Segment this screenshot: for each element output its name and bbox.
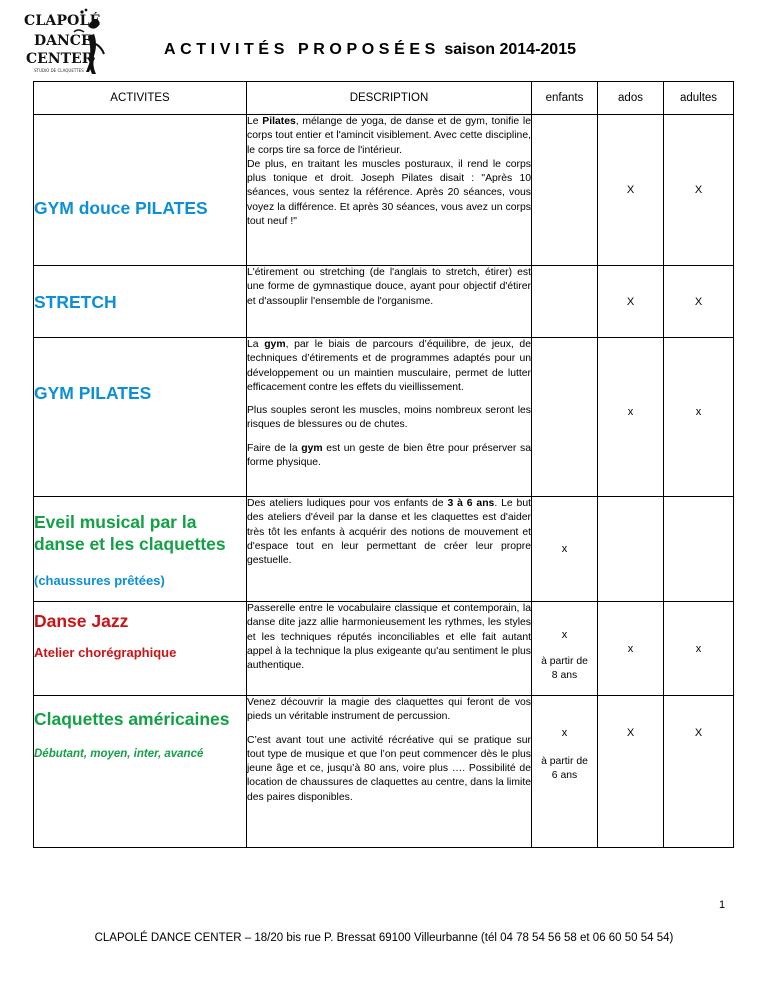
teens-mark: X bbox=[598, 115, 664, 266]
kids-mark bbox=[532, 115, 598, 266]
table-row bbox=[34, 115, 734, 266]
adults-mark: X bbox=[664, 115, 734, 266]
activity-name: Danse Jazz bbox=[34, 611, 129, 631]
table-row bbox=[34, 338, 734, 497]
activity-name-cell bbox=[34, 696, 247, 848]
adults-mark: X bbox=[664, 696, 734, 848]
teens-mark: X bbox=[598, 266, 664, 338]
teens-mark: x bbox=[598, 602, 664, 696]
table-row bbox=[34, 602, 734, 696]
activity-description: Venez découvrir la magie des claquettes qui feront de vos pieds un véritable instrument de percussion. C’est avant tout une activité récréative qui se pratique sur tout type de musique et que l’on peut commencer dès le plus jeune âge et ce, jusqu’à 80 ans, voire plus …. Possibilité de location de chaussures de claquettes au centre, dans la limite des paires disponibles. bbox=[247, 696, 532, 848]
activity-name: Eveil musical par la danse et les claquettes bbox=[34, 511, 226, 554]
adults-mark: x bbox=[664, 338, 734, 497]
activity-name-cell bbox=[34, 338, 247, 497]
activity-name-cell bbox=[34, 497, 247, 602]
kids-mark: x bbox=[532, 497, 598, 602]
activity-name-cell bbox=[34, 115, 247, 266]
activity-description: Le Pilates, mélange de yoga, de danse et de gym, tonifie le corps tout entier et l'amincit visiblement. Avec cette discipline, le corps tire sa force de l'intérieur. De plus, en traitant les muscles posturaux, il rend le corps plus tonique et droit. Joseph Pilates disait : "Après 10 séances, vous sentez la référence. Après 20 séances, vous voyez la différence. Et après 30 séances, vous avez un corps tout neuf !" bbox=[247, 115, 532, 266]
clapole-logo bbox=[22, 4, 114, 74]
activity-subtitle: (chaussures prêtées) bbox=[34, 572, 165, 588]
kids-mark: x bbox=[561, 628, 568, 641]
teens-mark: x bbox=[598, 338, 664, 497]
table-row bbox=[34, 497, 734, 602]
activity-description: La gym, par le biais de parcours d’équilibre, de jeux, de techniques d’étirements et de programmes adaptés pour un développement ou un maintien musculaire, permet de lutter efficacement contre les effets du vieillissement. Plus souples seront les muscles, moins nombreux seront les risques de blessures ou de chutes. Faire de la gym est un geste de bien être pour préserver sa forme physique. bbox=[247, 338, 532, 497]
table-header-row bbox=[34, 82, 734, 115]
kids-age-note: à partir de 8 ans bbox=[541, 655, 588, 681]
logo-line-1: CLAPOLÉ bbox=[24, 13, 101, 29]
logo-line-2: DANCE bbox=[34, 33, 92, 49]
logo-tagline: STUDIO DE CLAQUETTES bbox=[34, 68, 84, 73]
header-adults: adultes bbox=[664, 82, 734, 115]
activity-description: Des ateliers ludiques pour vos enfants de 3 à 6 ans. Le but des ateliers d'éveil par la danse et les claquettes est d'aider très tôt les enfants à acquérir des notions de mouvement et d'espace tout en leur permettant de créer leur propre gestuelle. bbox=[247, 497, 532, 602]
header-kids: enfants bbox=[532, 82, 598, 115]
kids-mark bbox=[532, 266, 598, 338]
activity-subtitle: Débutant, moyen, inter, avancé bbox=[34, 748, 204, 760]
activities-table bbox=[33, 81, 734, 848]
kids-mark bbox=[532, 338, 598, 497]
activity-subtitle: Atelier chorégraphique bbox=[34, 645, 177, 660]
page-title bbox=[164, 41, 576, 59]
activity-name: GYM PILATES bbox=[34, 383, 152, 403]
logo-line-3: CENTER bbox=[26, 51, 94, 67]
activity-name: GYM douce PILATES bbox=[34, 198, 208, 218]
teens-mark: X bbox=[598, 696, 664, 848]
title-season: saison 2014-2015 bbox=[444, 41, 576, 58]
page-number: 1 bbox=[719, 899, 726, 911]
kids-mark: x bbox=[561, 727, 568, 739]
adults-mark: X bbox=[664, 266, 734, 338]
kids-cell bbox=[532, 696, 598, 848]
adults-mark bbox=[664, 497, 734, 602]
header-teens: ados bbox=[598, 82, 664, 115]
activity-name-cell bbox=[34, 266, 247, 338]
header-activities: ACTIVITES bbox=[34, 82, 247, 115]
kids-cell bbox=[532, 602, 598, 696]
activity-description: L'étirement ou stretching (de l'anglais to stretch, étirer) est une forme de gymnastique douce, ayant pour objectif d'étirer et d'assouplir l'ensemble de l'organisme. bbox=[247, 266, 532, 338]
table-row bbox=[34, 696, 734, 848]
header-description: DESCRIPTION bbox=[247, 82, 532, 115]
teens-mark bbox=[598, 497, 664, 602]
activity-name: STRETCH bbox=[34, 291, 117, 312]
activity-description: Passerelle entre le vocabulaire classique et contemporain, la danse dite jazz allie harmonieusement les rythmes, les styles et les techniques réputés inconciliables et elle fait autant appel à la technique la plus exigeante qu'au sentiment le plus authentique. bbox=[247, 602, 532, 696]
activity-name: Claquettes américaines bbox=[34, 709, 230, 729]
activity-name-cell bbox=[34, 602, 247, 696]
kids-age-note: à partir de 6 ans bbox=[541, 756, 588, 781]
page-footer: CLAPOLÉ DANCE CENTER – 18/20 bis rue P. Bressat 69100 Villeurbanne (tél 04 78 54 56 58 et 06 60 50 54 54) bbox=[94, 932, 674, 944]
table-row bbox=[34, 266, 734, 338]
title-main: ACTIVITÉS PROPOSÉES bbox=[164, 41, 440, 58]
adults-mark: x bbox=[664, 602, 734, 696]
